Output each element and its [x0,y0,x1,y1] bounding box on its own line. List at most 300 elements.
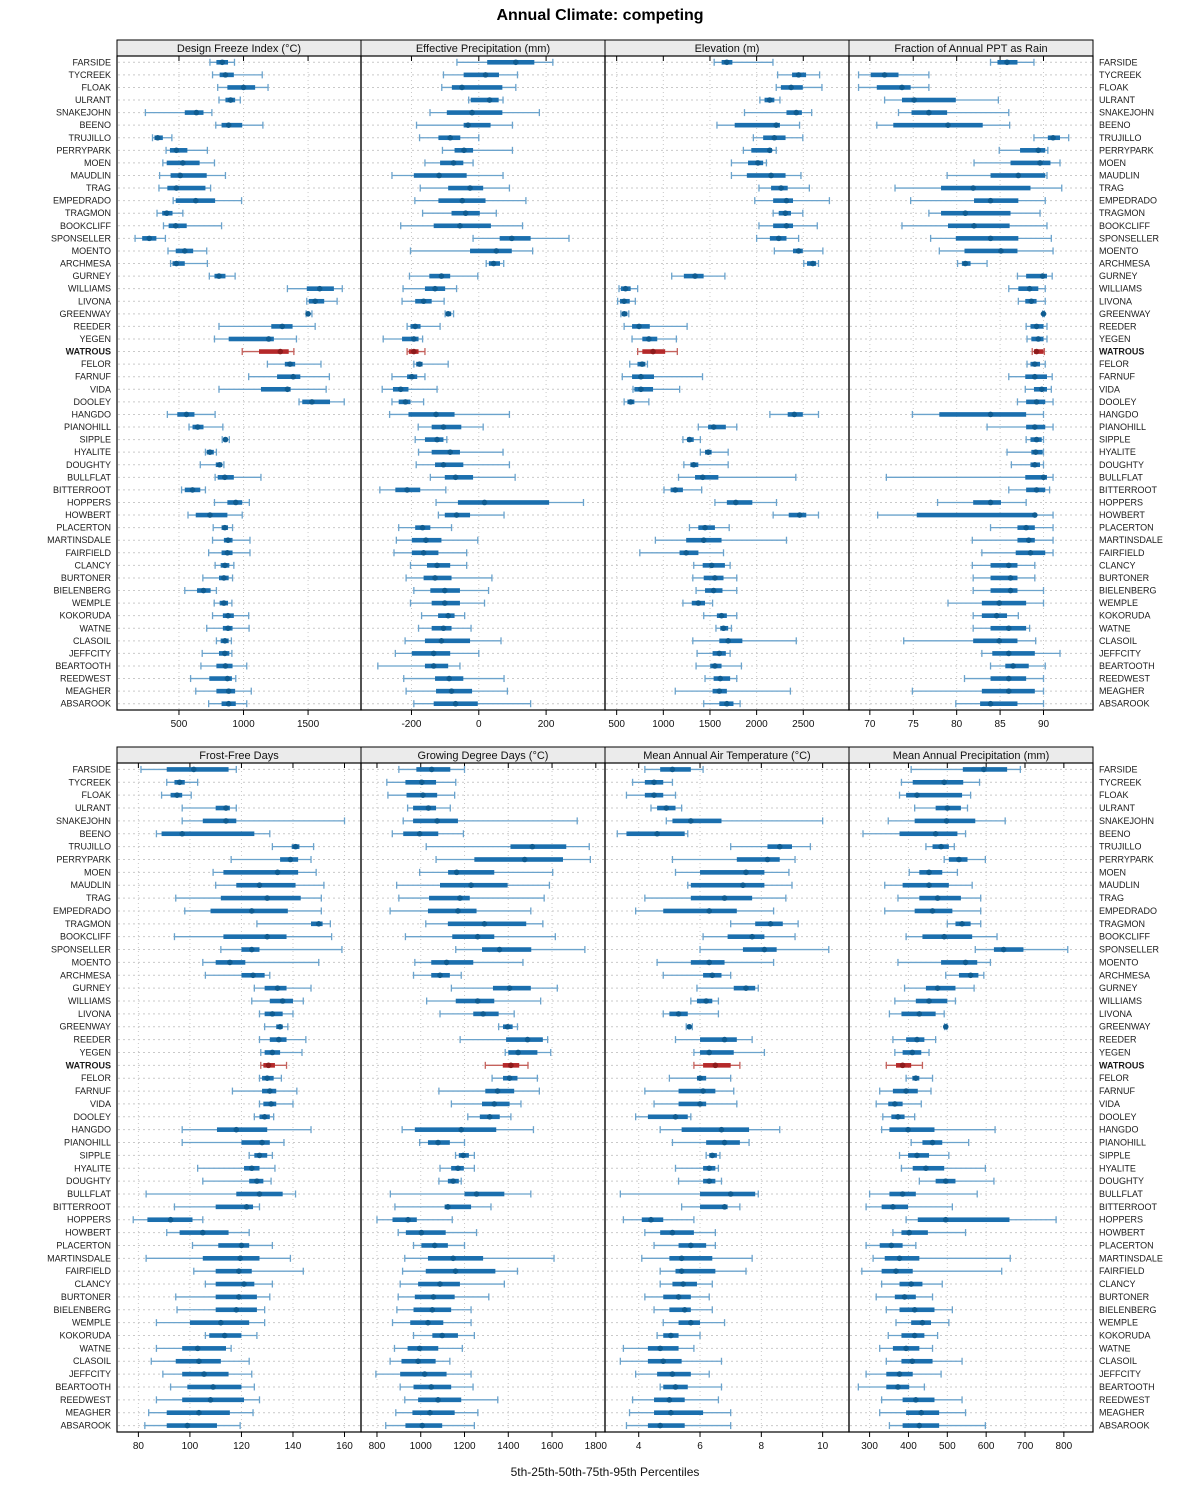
percentile-row-doughty [1011,461,1043,468]
median-dot [174,792,180,798]
iqr-box [889,1127,934,1132]
median-dot [688,1243,694,1249]
percentile-row-bitterroot [664,486,702,493]
median-dot [222,638,228,644]
percentile-row-kokoruda [973,612,1018,619]
station-label-left: BEARTOOTH [55,660,111,671]
median-dot [1006,688,1012,694]
median-dot [1034,399,1040,405]
percentile-row-wemple [663,1319,724,1326]
x-tick-label: 400 [900,1441,917,1452]
percentile-row-reeder [259,1036,305,1043]
median-dot [268,1101,274,1107]
median-dot [706,960,712,966]
station-label-right: SNAKEJOHN [1099,107,1155,118]
percentile-row-beartooth [660,1383,721,1390]
median-dot [474,1191,480,1197]
iqr-box [648,1114,688,1119]
percentile-row-vida [259,1100,292,1107]
station-label-left: MOENTO [71,245,111,256]
median-dot [264,934,270,940]
percentile-row-wemple [214,600,232,607]
median-dot [899,85,905,91]
percentile-row-maudlin [160,172,226,179]
station-label-right: BULLFLAT [1099,472,1143,483]
median-dot [241,85,247,91]
iqr-box [973,639,1017,644]
iqr-box [648,1423,685,1428]
median-dot [455,1165,461,1171]
median-dot [706,1165,712,1171]
median-dot [697,1075,703,1081]
station-label-right: MEAGHER [1099,686,1145,697]
median-dot [709,972,715,978]
median-dot [196,1358,202,1364]
percentile-row-perrypark [231,856,311,863]
station-label-right: BITTERROOT [1099,484,1157,495]
percentile-row-bookcliff [703,933,795,940]
median-dot [683,550,689,556]
station-label-right: EMPEDRADO [1099,905,1158,916]
iqr-box [431,960,473,965]
percentile-row-hoppers [133,1216,203,1223]
x-tick-label: 160 [336,1441,353,1452]
median-dot [676,1294,682,1300]
median-dot [495,1088,501,1094]
iqr-box [216,1282,255,1287]
percentile-row-sipple [415,436,447,443]
panel-area [47,40,1163,1452]
percentile-row-farnuf [645,1088,734,1095]
x-tick-label: 70 [864,719,876,730]
percentile-row-archmesa [414,972,462,979]
percentile-row-vida [876,1100,921,1107]
median-dot [773,122,779,128]
percentile-row-absarook [386,1422,475,1429]
median-dot [914,792,920,798]
median-dot [797,512,803,518]
median-dot [450,1256,456,1262]
iqr-box [487,60,534,65]
percentile-row-sponseller [473,235,569,242]
x-tick-label: 1000 [652,719,675,730]
percentile-row-vida [1025,386,1051,393]
median-dot [673,1384,679,1390]
station-label-left: ULRANT [74,803,111,814]
median-dot [468,882,474,888]
percentile-row-ulrant [885,97,999,104]
median-dot [903,1346,909,1352]
percentile-row-gurney [697,985,758,992]
station-label-left: PERRYPARK [56,145,111,156]
percentile-row-tragmon [257,920,330,927]
median-dot [434,818,440,824]
median-dot [914,1153,920,1159]
station-label-right: PLACERTON [1099,1240,1154,1251]
percentile-row-snakejohn [403,817,577,824]
iqr-box [216,689,235,694]
station-label-left: ABSAROOK [60,1420,111,1431]
x-tick-label: 1600 [540,1441,564,1452]
percentile-row-livona [259,1010,292,1017]
percentile-row-bullflat [430,474,515,481]
median-dot [491,261,497,267]
station-label-left: BURTONER [60,572,111,583]
median-dot [722,1037,728,1043]
station-label-left: FARSIDE [72,764,111,775]
median-dot [1016,173,1022,179]
median-dot [427,1410,433,1416]
station-label-right: SIPPLE [1099,434,1131,445]
median-dot [185,1423,191,1429]
percentile-row-yegen [694,1049,765,1056]
station-label-left: BULLFLAT [67,472,111,483]
median-dot [428,1384,434,1390]
station-label-left: MAUDLIN [70,880,111,891]
x-tick-label: 8 [758,1441,765,1452]
percentile-row-dooley [299,398,344,405]
median-dot [432,575,438,581]
iqr-box [432,425,462,430]
median-dot [222,563,228,569]
iqr-box [415,1127,496,1132]
percentile-row-clasoil [216,637,231,644]
iqr-box [435,462,463,467]
station-label-left: SNAKEJOHN [55,107,111,118]
percentile-row-watrous [694,1062,740,1069]
panel-mean-annual-precipitation-mm- [849,747,1093,1452]
median-dot [1028,550,1034,556]
percentile-row-clasoil [693,637,796,644]
median-dot [636,324,642,330]
station-label-right: MAUDLIN [1099,170,1140,181]
median-dot [146,236,152,242]
station-label-right: FARSIDE [1099,57,1138,68]
percentile-row-perrypark [672,856,795,863]
percentile-row-clasoil [620,1358,721,1365]
median-dot [697,1101,703,1107]
iqr-box [218,1243,249,1248]
station-label-left: MARTINSDALE [47,535,111,546]
percentile-row-howbert [893,1229,966,1236]
percentile-row-hyalite [419,449,503,456]
median-dot [895,1114,901,1120]
station-label-right: ARCHMESA [1099,970,1151,981]
station-label-right: BURTONER [1099,1291,1150,1302]
percentile-row-doughty [919,1178,994,1185]
median-dot [906,1230,912,1236]
median-dot [451,160,457,166]
median-dot [930,1140,936,1146]
median-dot [404,487,410,493]
median-dot [227,960,233,966]
station-label-left: TYCREEK [68,777,111,788]
iqr-box [203,819,236,824]
percentile-row-trag [898,895,981,902]
median-dot [475,998,481,1004]
median-dot [195,1346,201,1352]
median-dot [673,1114,679,1120]
percentile-row-maudlin [392,172,503,179]
percentile-row-sponseller [700,946,829,953]
percentile-row-burtoner [203,574,233,581]
station-label-right: HOWBERT [1099,510,1145,521]
station-label-right: HANGDO [1099,409,1139,420]
percentile-row-beeno [863,830,966,837]
median-dot [182,248,188,254]
iqr-box [727,500,752,505]
percentile-row-sponseller [975,946,1067,953]
median-dot [1008,575,1014,581]
x-tick-label: 10 [817,1441,829,1452]
iqr-box [973,500,1001,505]
station-label-right: MOEN [1099,157,1126,168]
median-dot [223,72,229,78]
percentile-row-bielenberg [973,587,1043,594]
median-dot [276,1037,282,1043]
x-tick-label: 1000 [409,1441,432,1452]
median-dot [437,972,443,978]
station-label-left: CLANCY [74,560,111,571]
percentile-row-bielenberg [397,1306,471,1313]
median-dot [810,261,816,267]
percentile-row-meagher [406,688,507,695]
percentile-row-empedrado [755,197,830,204]
percentile-row-snakejohn [888,817,1005,824]
median-dot [651,779,657,785]
iqr-box [903,883,949,888]
panel-border [361,763,605,1432]
station-label-left: GREENWAY [59,308,111,319]
iqr-box [470,249,512,254]
x-tick-label: 6 [697,1441,703,1452]
percentile-row-tycreek [387,779,456,786]
iqr-box [510,844,566,849]
percentile-row-bitterroot [380,486,446,493]
percentile-row-dooley [1017,398,1053,405]
percentile-row-fairfield [194,1268,304,1275]
station-label-left: DOUGHTY [66,1176,111,1187]
station-label-right: WEMPLE [1099,1317,1139,1328]
percentile-row-livona [889,1010,944,1017]
median-dot [725,638,731,644]
station-label-right: PLACERTON [1099,522,1154,533]
median-dot [910,1358,916,1364]
percentile-row-greenway [305,310,312,317]
station-label-left: REEDER [73,321,111,332]
median-dot [409,374,415,380]
percentile-row-kokoruda [422,612,465,619]
median-dot [482,500,488,506]
percentile-row-archmesa [205,972,269,979]
median-dot [767,97,773,103]
percentile-row-jeffcity [866,1371,941,1378]
median-dot [447,449,453,455]
iqr-box [773,198,793,203]
median-dot [223,663,229,669]
median-dot [225,625,231,631]
median-dot [1029,298,1035,304]
median-dot [270,1011,276,1017]
station-label-left: REEDWEST [59,673,111,684]
median-dot [724,701,730,707]
station-label-left: FARNUF [75,1086,111,1097]
percentile-row-felor [906,1075,932,1082]
iqr-box [974,198,1018,203]
percentile-row-martinsdale [873,1255,1010,1262]
station-label-left: BIELENBERG [53,585,111,596]
median-dot [670,1371,676,1377]
median-dot [249,1165,255,1171]
median-dot [436,173,442,179]
median-dot [441,625,447,631]
median-dot [487,97,493,103]
median-dot [179,831,185,837]
median-dot [460,1153,466,1159]
median-dot [174,148,180,154]
iqr-box [737,857,780,862]
median-dot [225,676,231,682]
iqr-box [941,960,977,965]
percentile-row-fairfield [640,549,724,556]
percentile-row-moen [425,159,473,166]
median-dot [249,908,255,914]
station-label-right: FARNUF [1099,371,1135,382]
percentile-row-fairfield [982,549,1053,556]
median-dot [912,1333,918,1339]
percentile-row-watne [419,625,472,632]
percentile-row-moento [657,959,773,966]
percentile-row-reeder [407,323,440,330]
station-label-left: FLOAK [81,790,111,801]
median-dot [412,324,418,330]
median-dot [1050,135,1056,141]
percentile-row-wemple [948,600,1044,607]
percentile-row-perrypark [442,147,512,154]
median-dot [226,688,232,694]
median-dot [210,1384,216,1390]
percentile-row-hyalite [440,1165,474,1172]
percentile-row-hyalite [198,1165,275,1172]
station-label-right: FAIRFIELD [1099,1266,1145,1277]
median-dot [926,998,932,1004]
percentile-row-empedrado [885,907,981,914]
percentile-row-moen [731,159,766,166]
iqr-box [900,831,958,836]
percentile-row-bitterroot [174,1203,259,1210]
percentile-row-trag [420,185,509,192]
x-tick-label: 300 [861,1441,878,1452]
station-label-left: HOWBERT [65,1227,111,1238]
percentile-row-hangdo [402,1126,533,1133]
median-dot [422,1371,428,1377]
median-dot [482,921,488,927]
station-label-right: TRAGMON [1099,918,1145,929]
percentile-row-absarook [209,700,247,707]
median-dot [933,831,939,837]
median-dot [288,857,294,863]
percentile-row-tragmon [731,920,798,927]
median-dot [267,1088,273,1094]
median-dot [257,1153,263,1159]
median-dot [228,97,234,103]
percentile-row-farside [399,766,465,773]
percentile-row-greenway [445,310,453,317]
percentile-row-trujillo [426,843,589,850]
percentile-row-tragmon [929,210,1040,217]
station-label-left: KOKORUDA [59,610,111,621]
median-dot [419,1423,425,1429]
percentile-row-tragmon [773,210,803,217]
percentile-row-hoppers [715,499,777,506]
grid-2 [47,747,1163,1452]
median-dot [719,1127,725,1133]
percentile-row-perrypark [743,147,776,154]
percentile-row-clancy [972,562,1035,569]
iqr-box [980,701,1017,706]
iqr-box [236,883,295,888]
station-label-right: ABSAROOK [1099,698,1150,709]
station-label-left: DOOLEY [73,1111,111,1122]
median-dot [691,462,697,468]
percentile-row-snakejohn [666,817,822,824]
station-label-right: JEFFCITY [1099,648,1141,659]
median-dot [254,1178,260,1184]
median-dot [222,651,228,657]
percentile-row-yegen [632,335,676,342]
percentile-row-perrypark [166,147,207,154]
median-dot [262,1114,268,1120]
median-dot [287,361,293,367]
iqr-box [893,123,982,128]
median-dot [195,424,201,430]
median-dot [429,767,435,773]
percentile-row-sipple [222,436,229,443]
station-label-right: MOENTO [1099,957,1139,968]
percentile-row-jeffcity [697,650,730,657]
median-dot [988,198,994,204]
station-label-left: HANGDO [71,409,111,420]
station-label-right: YEGEN [1099,1047,1131,1058]
percentile-row-livona [402,298,444,305]
median-dot [515,1050,521,1056]
iqr-box [700,1037,737,1042]
station-label-left: SIPPLE [79,434,111,445]
percentile-row-sipple [1026,436,1043,443]
median-dot [411,336,417,342]
station-label-left: TYCREEK [68,69,111,80]
percentile-row-snakejohn [898,109,1008,116]
median-dot [317,286,323,292]
median-dot [1026,537,1032,543]
iqr-box [203,1256,260,1261]
median-dot [190,487,196,493]
percentile-row-watrous [485,1062,528,1069]
station-label-left: WATNE [79,623,111,634]
panel-header-label: Design Freeze Index (°C) [176,43,302,55]
percentile-row-howbert [438,512,504,519]
station-label-left: SPONSELLER [50,233,111,244]
percentile-row-bullflat [870,1190,978,1197]
station-label-right: MARTINSDALE [1099,535,1163,546]
percentile-row-beartooth [858,1383,924,1390]
x-tick-label: 600 [977,1441,995,1452]
median-dot [913,1397,919,1403]
iqr-box [901,1359,932,1364]
median-dot [796,72,802,78]
median-dot [509,236,515,242]
median-dot [778,185,784,191]
